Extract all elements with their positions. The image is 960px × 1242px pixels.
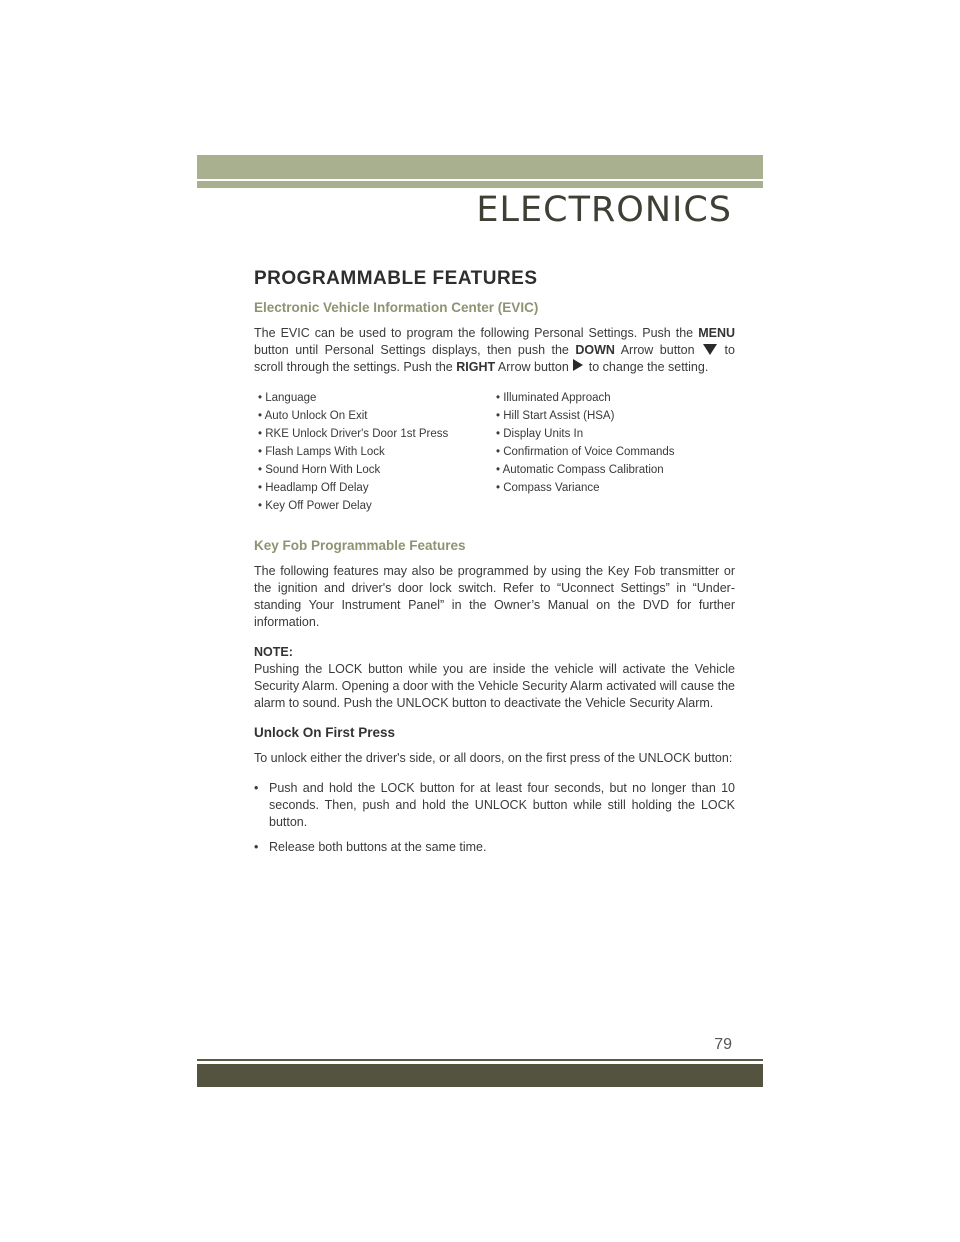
keyfob-paragraph: The following features may also be programmed by using the Key Fob transmitter or the ignition and driver's door lock switch. Refer to “Uconnect Settings” in “Under-standing Your Instrument Panel” in the Owner’s Manual on the DVD for further information.	[254, 564, 735, 629]
list-item: • Language	[258, 389, 496, 407]
evic-subheading: Electronic Vehicle Information Center (EVIC)	[254, 300, 539, 315]
list-item: • Auto Unlock On Exit	[258, 407, 496, 425]
unlock-heading: Unlock On First Press	[254, 725, 396, 740]
footer-line	[197, 1059, 763, 1061]
down-keyword: DOWN	[575, 343, 615, 357]
menu-keyword: MENU	[698, 326, 735, 340]
right-keyword: RIGHT	[456, 360, 496, 374]
list-item: • RKE Unlock Driver's Door 1st Press	[258, 425, 496, 443]
page-heading: PROGRAMMABLE FEATURES	[254, 268, 538, 289]
list-item: • Sound Horn With Lock	[258, 461, 496, 479]
header-band-thin	[197, 181, 763, 188]
list-item: • Key Off Power Delay	[258, 497, 496, 515]
footer-band	[197, 1064, 763, 1087]
unlock-paragraph: To unlock either the driver's side, or all doors, on the first press of the UNLOCK button:	[254, 751, 733, 765]
list-item: • Flash Lamps With Lock	[258, 443, 496, 461]
feature-list-left	[254, 389, 496, 515]
list-item: • Display Units In	[496, 425, 675, 443]
page-content	[254, 268, 735, 864]
section-title: ELECTRONICS	[476, 190, 732, 230]
list-item: • Push and hold the LOCK button for at least four seconds, but no longer than 10 seconds. Then, push and hold the UNLOCK button while still holding the LOCK button.	[254, 780, 735, 831]
list-item: • Release both buttons at the same time.	[254, 839, 735, 856]
keyfob-subheading: Key Fob Programmable Features	[254, 538, 466, 553]
list-item: • Automatic Compass Calibration	[496, 461, 675, 479]
note-paragraph	[254, 644, 735, 712]
note-text: Pushing the LOCK button while you are inside the vehicle will activate the Vehicle Security Alarm. Opening a door with the Vehicle Security Alarm activated will cause the alarm to sound. Push the UNLOCK button to deactivate the Vehicle Security Alarm.	[254, 662, 735, 710]
list-item: • Compass Variance	[496, 479, 675, 497]
list-item: • Hill Start Assist (HSA)	[496, 407, 675, 425]
page-number: 79	[714, 1036, 732, 1053]
right-triangle-icon	[573, 359, 583, 371]
evic-paragraph: The EVIC can be used to program the following Personal Settings. Push the MENU button until Personal Settings displays, then push the DOWN Arrow button to scroll through the settings. Push the RIGHT Arrow button to change the setting.	[254, 326, 735, 374]
feature-list	[254, 389, 735, 515]
list-item: • Confirmation of Voice Commands	[496, 443, 675, 461]
list-item: • Headlamp Off Delay	[258, 479, 496, 497]
note-label: NOTE:	[254, 645, 293, 659]
unlock-steps	[254, 780, 735, 856]
list-item: • Illuminated Approach	[496, 389, 675, 407]
header-band	[197, 155, 763, 179]
feature-list-right	[496, 389, 675, 515]
down-triangle-icon	[703, 344, 717, 355]
